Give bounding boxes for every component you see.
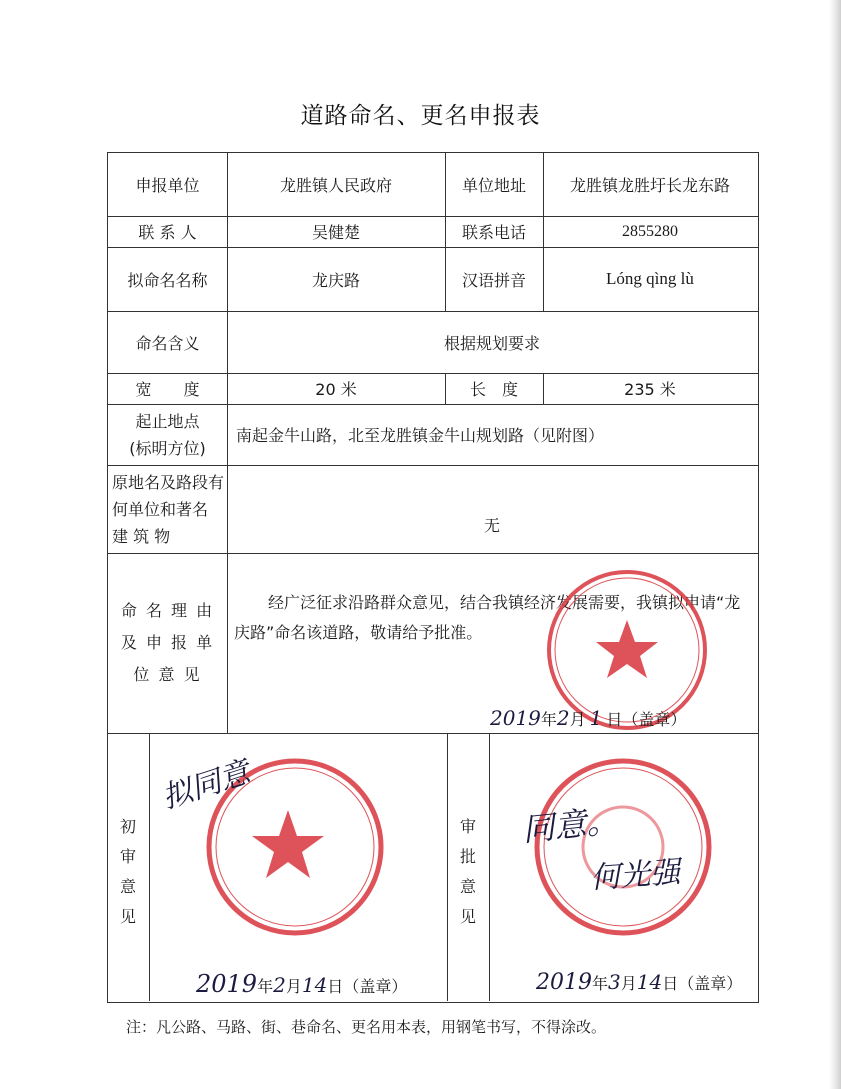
- approval-char: 意: [459, 877, 476, 896]
- approval-date: [536, 970, 742, 995]
- reason-text: 经广泛征求沿路群众意见，结合我镇经济发展需要，我镇拟申请“龙庆路”命名该道路，敬请给予批准。: [234, 593, 741, 642]
- approval-signature: 何光强: [589, 854, 682, 897]
- original-info-label: [108, 465, 228, 553]
- page-title: 道路命名、更名申报表: [300, 103, 541, 129]
- approval-handwritten-note: 同意。: [520, 801, 620, 849]
- width-label: 宽 度: [135, 380, 200, 399]
- proposed-name-value: 龙庆路: [311, 270, 360, 290]
- handwritten-month: 3: [608, 970, 621, 994]
- meaning-label: 命名含义: [135, 333, 200, 353]
- reason-label-line1: 命 名 理 由: [120, 601, 215, 620]
- handwritten-day: 14: [636, 970, 663, 994]
- first-review-char: 意: [119, 877, 136, 896]
- handwritten-day: 14: [301, 973, 328, 997]
- original-label-line2: 何单位和著名: [112, 499, 209, 519]
- applicant-value: 龙胜镇人民政府: [279, 175, 392, 195]
- reason-date: [490, 706, 686, 730]
- meaning-value: 根据规划要求: [443, 333, 540, 353]
- column-divider: [149, 733, 150, 1001]
- first-review-date: [196, 970, 407, 998]
- date-day-char: 日: [662, 974, 679, 993]
- phone-value: 2855280: [622, 222, 678, 240]
- page-edge-shadow: [829, 0, 841, 1089]
- endpoints-label: [107, 404, 228, 465]
- first-review-handwritten-note: 拟同意: [157, 754, 255, 816]
- reason-label-line3: 位 意 见: [133, 665, 202, 684]
- original-label-line3: 建 筑 物: [112, 526, 171, 546]
- reason-label-line2: 及 申 报 单: [120, 633, 215, 652]
- endpoints-label-line2: (标明方位): [129, 438, 206, 458]
- approval-char: 见: [459, 907, 476, 926]
- approval-char: 审: [459, 817, 476, 836]
- original-label-line1: 原地名及路段有: [112, 472, 225, 492]
- date-seal-note: （盖章）: [678, 974, 743, 993]
- handwritten-month: 2: [273, 973, 286, 997]
- approval-char: 批: [459, 847, 476, 866]
- date-year-char: 年: [540, 710, 557, 729]
- footer-note: 注：凡公路、马路、街、巷命名、更名用本表，用钢笔书写，不得涂改。: [126, 1018, 607, 1036]
- column-divider: [489, 733, 490, 1001]
- contact-label: 联 系 人: [138, 223, 197, 242]
- proposed-name-label: 拟命名名称: [127, 270, 208, 290]
- applicant-label: 申报单位: [135, 175, 200, 195]
- first-review-char: 审: [119, 847, 136, 866]
- pinyin-value: Lóng qìng lù: [606, 269, 694, 288]
- date-seal-note: （盖章）: [343, 977, 408, 996]
- length-label: 长 度: [469, 380, 518, 399]
- original-info-value: 无: [483, 515, 500, 535]
- handwritten-year: 2019: [196, 970, 258, 998]
- approval-label: [458, 812, 478, 932]
- handwritten-month: 2: [556, 706, 570, 730]
- length-value: 235 米: [624, 380, 676, 399]
- handwritten-day: 1: [589, 706, 603, 730]
- width-value: 20 米: [315, 380, 357, 399]
- date-day-char: 日: [327, 977, 344, 996]
- date-seal-note: （盖章）: [622, 710, 687, 729]
- reason-label: [107, 553, 228, 733]
- address-label: 单位地址: [461, 175, 526, 195]
- date-month-char: 月: [569, 710, 586, 729]
- date-day-char: 日: [606, 710, 623, 729]
- first-review-label: [118, 812, 138, 932]
- handwritten-year: 2019: [536, 970, 592, 995]
- column-divider: [447, 733, 448, 1001]
- address-value: 龙胜镇龙胜圩长龙东路: [569, 175, 730, 195]
- phone-label: 联系电话: [461, 223, 526, 242]
- date-month-char: 月: [285, 977, 302, 996]
- pinyin-label: 汉语拼音: [461, 270, 526, 290]
- first-review-char: 初: [119, 817, 136, 836]
- date-month-char: 月: [620, 974, 637, 993]
- date-year-char: 年: [257, 977, 274, 996]
- first-review-char: 见: [119, 907, 136, 926]
- handwritten-year: 2019: [490, 706, 541, 730]
- date-year-char: 年: [592, 974, 609, 993]
- contact-value: 吴健楚: [311, 223, 360, 242]
- endpoints-value: 南起金牛山路，北至龙胜镇金牛山规划路（见附图）: [236, 426, 605, 445]
- endpoints-label-line1: 起止地点: [135, 411, 200, 431]
